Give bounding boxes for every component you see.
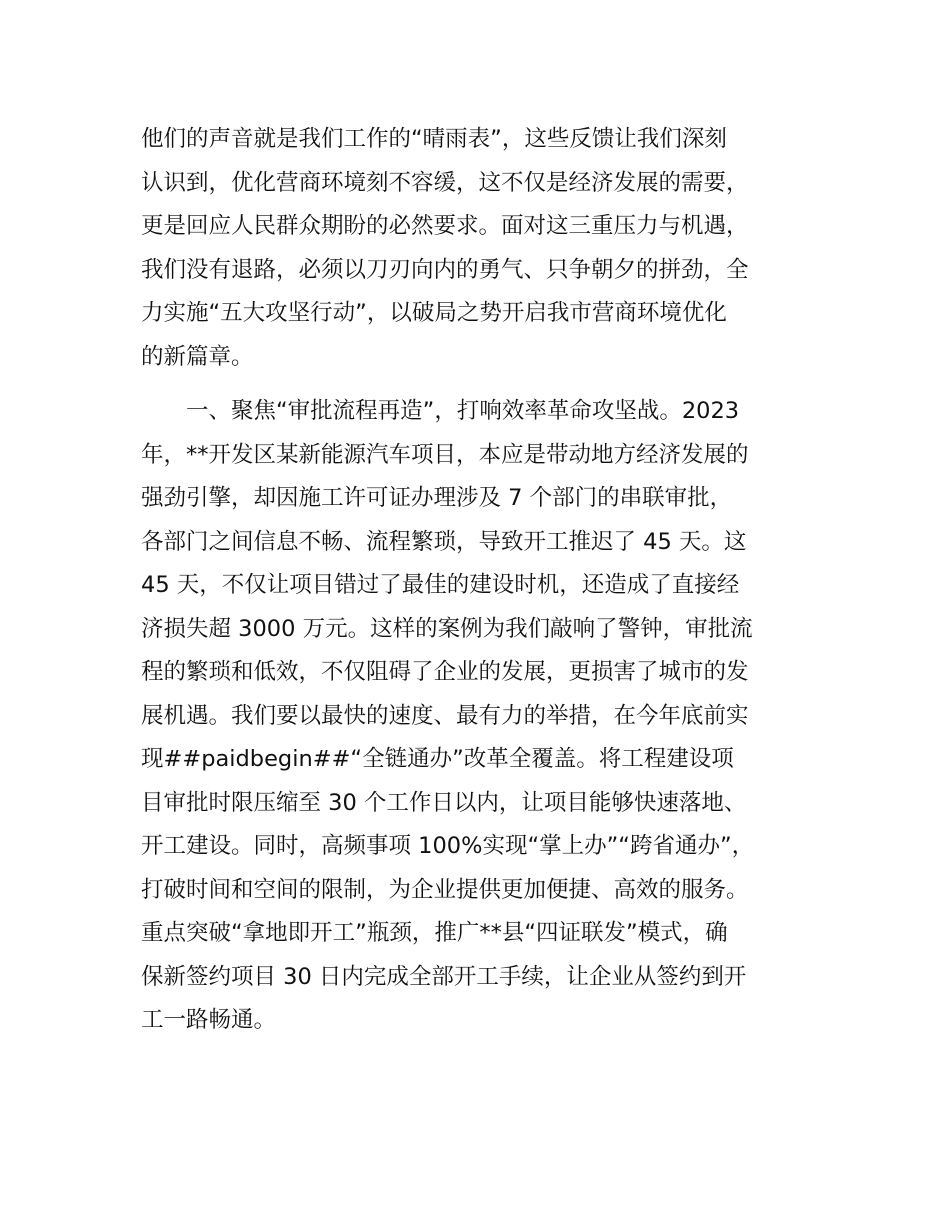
paragraph-line: 力实施“五大攻坚行动”，以破局之势开启我市营商环境优化: [141, 300, 727, 326]
paragraph-line: 45 天，不仅让项目错过了最佳的建设时机，还造成了直接经: [141, 572, 740, 598]
paragraph-line: 工一路畅通。: [141, 1007, 277, 1033]
paragraph-2: [141, 390, 841, 1043]
paragraph-line: 强劲引擎，却因施工许可证办理涉及 7 个部门的串联审批，: [141, 485, 733, 511]
paragraph-line: 重点突破“拿地即开工”瓶颈，推广**县“四证联发”模式，确: [141, 920, 728, 946]
paragraph-line: 他们的声音就是我们工作的“晴雨表”，这些反馈让我们深刻: [141, 126, 727, 152]
section-heading-line: 一、聚焦“审批流程再造”，打响效率革命攻坚战。2023: [141, 398, 740, 424]
paragraph-line: 各部门之间信息不畅、流程繁琐，导致开工推迟了 45 天。这: [141, 528, 747, 555]
paragraph-line: 现##paidbegin##“全链通办”改革全覆盖。将工程建设项: [141, 746, 734, 772]
paragraph-line: 展机遇。我们要以最快的速度、最有力的举措，在今年底前实: [141, 702, 749, 729]
paragraph-line: 济损失超 3000 万元。这样的案例为我们敲响了警钟，审批流: [141, 615, 753, 642]
paragraph-line: 目审批时限压缩至 30 个工作日以内，让项目能够快速落地、: [141, 789, 747, 816]
paragraph-line: 程的繁琐和低效，不仅阻碍了企业的发展，更损害了城市的发: [141, 659, 749, 685]
paragraph-line: 的新篇章。: [141, 343, 254, 370]
paragraph-line: 认识到，优化营商环境刻不容缓，这不仅是经济发展的需要，: [141, 169, 749, 196]
paragraph-line: 开工建设。同时，高频事项 100%实现“掌上办”“跨省通办”，: [141, 833, 755, 859]
paragraph-line: 保新签约项目 30 日内完成全部开工手续，让企业从签约到开: [141, 963, 747, 990]
paragraph-1: [141, 118, 841, 379]
paragraph-line: 年，**开发区某新能源汽车项目，本应是带动地方经济发展的: [141, 441, 749, 468]
paragraph-line: 我们没有退路，必须以刀刃向内的勇气、只争朝夕的拼劲，全: [141, 256, 749, 283]
paragraph-line: 打破时间和空间的限制，为企业提供更加便捷、高效的服务。: [141, 876, 749, 903]
paragraph-line: 更是回应人民群众期盼的必然要求。面对这三重压力与机遇，: [141, 213, 749, 239]
